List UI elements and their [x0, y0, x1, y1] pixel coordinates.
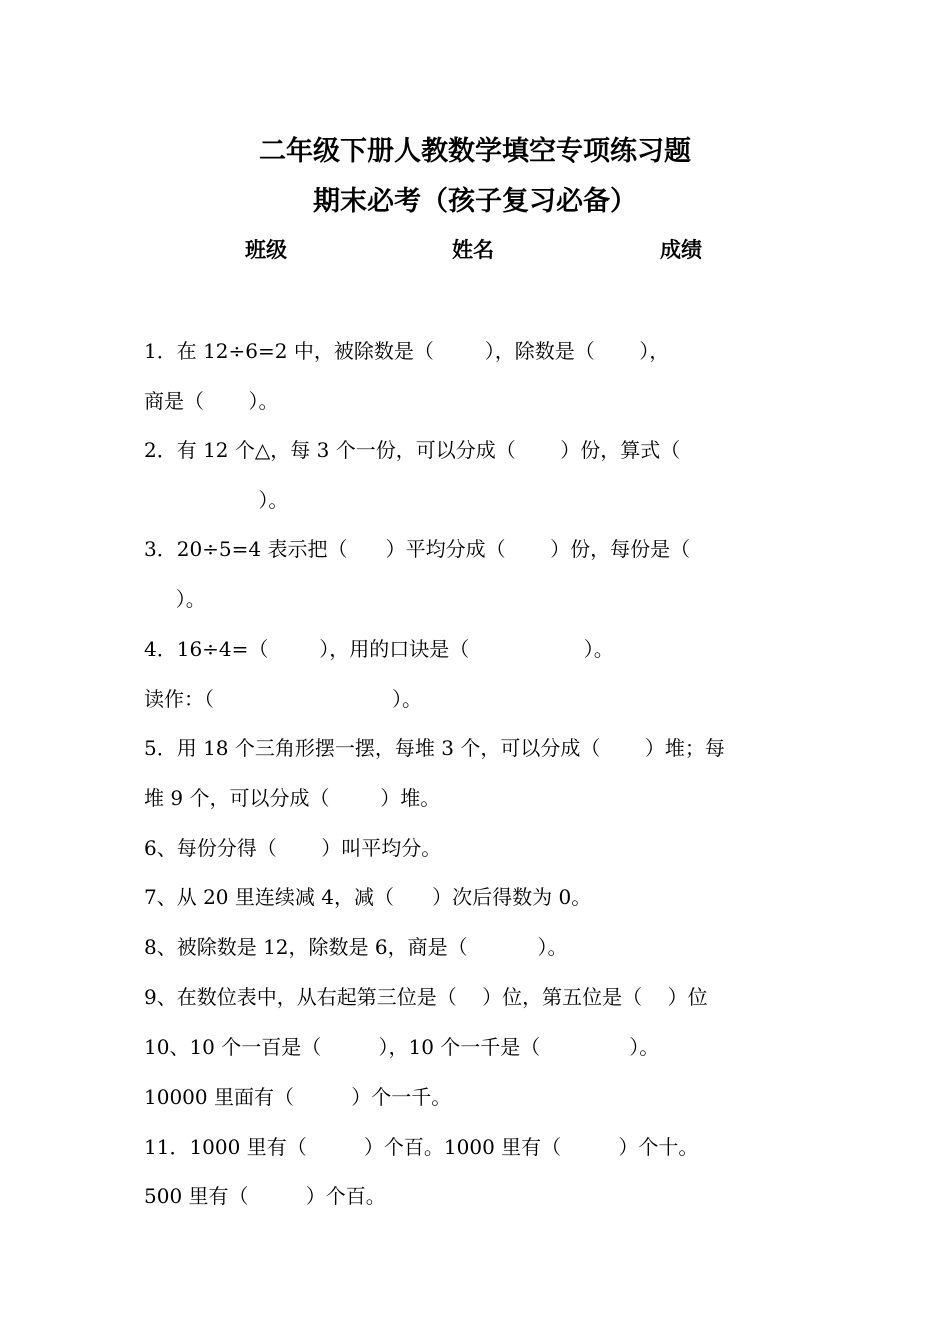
question-line: ）。 — [144, 587, 206, 611]
question-line: 10000 里面有（ ）个一千。 — [144, 1085, 452, 1109]
question-line: 500 里有（ ）个百。 — [144, 1184, 386, 1208]
question-line: 2．有 12 个△，每 3 个一份，可以分成（ ）份，算式（ — [144, 438, 681, 462]
name-label: 姓名 — [452, 238, 494, 262]
question-line: 4．16÷4=（ ），用的口诀是（ ）。 — [144, 637, 614, 661]
question-line: ）。 — [144, 488, 289, 512]
question-line: 商是（ ）。 — [144, 389, 279, 413]
question-line: 8、被除数是 12，除数是 6，商是（ ）。 — [144, 935, 568, 959]
question-line: 7、从 20 里连续减 4，减（ ）次后得数为 0。 — [144, 885, 592, 909]
page-title: 二年级下册人教数学填空专项练习题 — [259, 136, 691, 167]
question-line: 3．20÷5=4 表示把（ ）平均分成（ ）份，每份是（ — [144, 537, 691, 561]
question-line: 9、在数位表中，从右起第三位是（ ）位，第五位是（ ）位 — [144, 985, 708, 1009]
question-line: 读作：（ ）。 — [144, 687, 423, 711]
question-line: 11．1000 里有（ ）个百。1000 里有（ ）个十。 — [144, 1135, 699, 1159]
question-line: 6、每份分得（ ）叫平均分。 — [144, 836, 442, 860]
question-line: 5．用 18 个三角形摆一摆，每堆 3 个，可以分成（ ）堆；每 — [144, 736, 725, 760]
page-subtitle: 期末必考（孩子复习必备） — [313, 186, 637, 217]
score-label: 成绩 — [660, 238, 702, 262]
class-label: 班级 — [245, 238, 287, 262]
question-line: 10、10 个一百是（ ），10 个一千是（ ）。 — [144, 1035, 660, 1059]
question-line: 堆 9 个，可以分成（ ）堆。 — [144, 786, 441, 810]
question-line: 1．在 12÷6=2 中，被除数是（ ），除数是（ ）， — [144, 339, 670, 363]
